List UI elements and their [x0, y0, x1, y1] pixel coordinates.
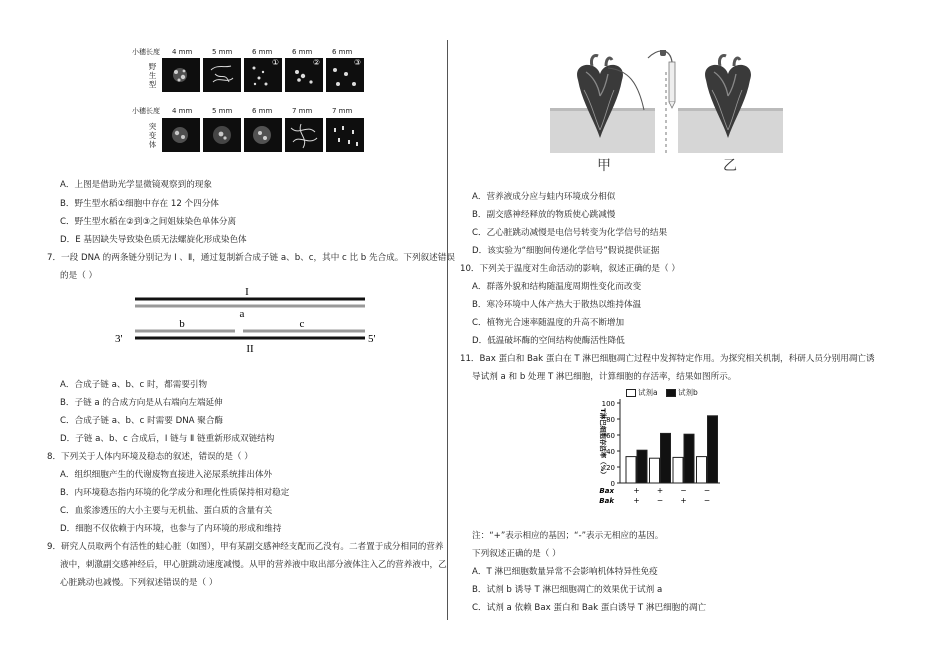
q9-stem: 9．研究人员取两个有活性的蛙心脏（如图），甲有某副交感神经支配而乙没有。二者置于成分相同的营养	[47, 542, 444, 552]
bak-mark: +	[633, 496, 640, 505]
micrograph-cell	[244, 58, 282, 92]
chart-plot	[592, 387, 732, 509]
bax-mark: +	[656, 486, 664, 495]
heart-label-yi: 乙	[723, 158, 737, 174]
row2-size: 6 mm	[252, 107, 273, 115]
dna-strand-diagram	[110, 285, 390, 357]
q7-option-d: D．子链 a、b、c 合成后，Ⅰ 链与 Ⅱ 链重新形成双链结构	[60, 434, 275, 444]
q9-option-d: D．该实验为“细胞间传递化学信号”假说提供证据	[472, 246, 660, 256]
row-label-bak: Bak	[599, 497, 614, 505]
row2-size: 7 mm	[292, 107, 313, 115]
q8-option-c: C．血浆渗透压的大小主要与无机盐、蛋白质的含量有关	[60, 506, 273, 516]
q6-option-c: C．野生型水稻在②到③之间姐妹染色单体分离	[60, 217, 237, 227]
q7-stem-cont: 的是（ ）	[60, 271, 98, 281]
micrograph-cell	[162, 118, 200, 152]
row1-size: 5 mm	[212, 48, 233, 56]
survival-rate-chart	[592, 387, 732, 509]
frog-heart-figure	[548, 50, 788, 175]
q7-option-c: C．合成子链 a、b、c 时需要 DNA 聚合酶	[60, 416, 224, 426]
q11-stem: 11．Bax 蛋白和 Bak 蛋白在 T 淋巴细胞凋亡过程中发挥特定作用。为探究相关机制，科研人员分别用凋亡诱	[460, 354, 875, 364]
row1-label: 野生型	[148, 62, 157, 89]
q8-option-a: A．组织细胞产生的代谢废物直接进入泌尿系统排出体外	[60, 470, 273, 480]
strand-label-I: I	[245, 286, 249, 298]
row1-size: 4 mm	[172, 48, 193, 56]
q10-option-d: D．低温破坏酶的空间结构使酶活性降低	[472, 336, 625, 346]
pipette-icon	[648, 50, 675, 108]
q11-ask: 下列叙述正确的是（ ）	[472, 549, 561, 559]
micrograph-cell	[326, 118, 364, 152]
q9-option-b: B．副交感神经释放的物质使心跳减慢	[472, 210, 616, 220]
q7-option-b: B．子链 a 的合成方向是从右端向左端延伸	[60, 398, 223, 408]
q7-option-a: A．合成子链 a、b、c 时，都需要引物	[60, 380, 208, 390]
row1-size: 6 mm	[292, 48, 313, 56]
y-axis-label: T淋巴细胞存活率（%）	[599, 408, 607, 478]
row1-header: 小穗长度	[132, 48, 160, 56]
row2-size: 4 mm	[172, 107, 193, 115]
bar-a	[626, 457, 636, 483]
bar-b	[708, 416, 718, 483]
row2-size: 5 mm	[212, 107, 233, 115]
y-tick-label: 100	[601, 400, 615, 408]
bar-a	[650, 458, 660, 483]
bax-mark: +	[633, 486, 640, 495]
strand-label-a: a	[239, 308, 245, 320]
row2-label: 突变体	[148, 122, 157, 149]
micrograph-cell	[285, 118, 323, 152]
q7-stem: 7．一段 DNA 的两条链分别记为 Ⅰ 、Ⅱ，通过复制新合成子链 a、b、c，其中 c 比 b 先合成。下列叙述错误	[47, 253, 455, 263]
legend-label-b: 试剂b	[678, 388, 698, 397]
strand-label-b: b	[179, 318, 185, 330]
column-divider	[447, 40, 448, 620]
q10-stem: 10．下列关于温度对生命活动的影响，叙述正确的是（ ）	[460, 264, 680, 274]
marker-3: ③	[353, 58, 361, 67]
q10-option-b: B．寒冷环境中人体产热大于散热以维持体温	[472, 300, 642, 310]
q10-option-a: A．群落外貌和结构随温度周期性变化而改变	[472, 282, 642, 292]
q11-stem-cont: 导试剂 a 和 b 处理 T 淋巴细胞，计算细胞的存活率，结果如图所示。	[472, 372, 737, 382]
row1-size: 6 mm	[252, 48, 273, 56]
bax-mark: −	[703, 486, 711, 495]
marker-2: ②	[312, 58, 320, 67]
q9-stem-cont: 液中，刺激副交感神经后，甲心脏跳动速度减慢。从甲的营养液中取出部分液体注入乙的营养液中，乙	[60, 560, 447, 570]
strand-label-II: II	[246, 343, 254, 355]
legend-label-a: 试剂a	[638, 388, 658, 397]
y-tick-label: 20	[606, 464, 615, 472]
micrograph-cell	[203, 118, 241, 152]
q9-option-a: A．营养液成分应与蛙内环境成分相似	[472, 192, 616, 202]
strand-end-5: 5'	[368, 333, 376, 345]
q9-option-c: C．乙心脏跳动减慢是电信号转变为化学信号的结果	[472, 228, 668, 238]
heart-label-jia: 甲	[597, 158, 611, 174]
bax-mark: −	[680, 486, 687, 495]
y-tick-label: 40	[606, 448, 615, 456]
marker-1: ①	[271, 58, 279, 67]
row1-size: 6 mm	[332, 48, 353, 56]
row2-size: 7 mm	[332, 107, 353, 115]
strand-label-c: c	[299, 318, 305, 330]
y-tick-label: 80	[606, 416, 615, 424]
bar-a	[697, 457, 707, 483]
q6-option-d: D．E 基因缺失导致染色质无法螺旋化形成染色体	[60, 235, 247, 245]
row2-header: 小穗长度	[132, 107, 160, 115]
q11-option-a: A．T 淋巴细胞数量异常不会影响机体特异性免疫	[472, 567, 658, 577]
q6-option-b: B．野生型水稻①细胞中存在 12 个四分体	[60, 199, 219, 209]
bar-b	[661, 433, 671, 483]
q8-option-d: D．细胞不仅依赖于内环境，也参与了内环境的形成和维持	[60, 524, 282, 534]
micrograph-cell	[285, 58, 323, 92]
y-tick-label: 0	[610, 480, 615, 488]
q11-option-c: C．试剂 a 依赖 Bax 蛋白和 Bak 蛋白诱导 T 淋巴细胞的凋亡	[472, 603, 707, 613]
micrograph-cell	[203, 58, 241, 92]
bar-b	[684, 434, 694, 483]
micrograph-cell	[244, 118, 282, 152]
q11-note: 注：“+”表示相应的基因；“-”表示无相应的基因。	[472, 531, 664, 541]
bak-mark: −	[703, 496, 711, 505]
q8-option-b: B．内环境稳态指内环境的化学成分和理化性质保持相对稳定	[60, 488, 290, 498]
micrograph-cell	[162, 58, 200, 92]
bak-mark: −	[656, 496, 664, 505]
bar-b	[637, 450, 647, 483]
bar-a	[673, 457, 683, 483]
q9-stem-cont: 心脏跳动也减慢。下列叙述错误的是（ ）	[60, 578, 218, 588]
micrograph-figure	[132, 48, 368, 162]
q10-option-c: C．植物光合速率随温度的升高不断增加	[472, 318, 625, 328]
q11-option-b: B．试剂 b 诱导 T 淋巴细胞凋亡的效果优于试剂 a	[472, 585, 663, 595]
q6-option-a: A．上图是借助光学显微镜观察到的现象	[60, 180, 212, 190]
q8-stem: 8．下列关于人体内环境及稳态的叙述，错误的是（ ）	[47, 452, 253, 462]
y-tick-label: 60	[606, 432, 615, 440]
micrograph-cell	[326, 58, 364, 92]
bak-mark: +	[680, 496, 687, 505]
row-label-bax: Bax	[599, 487, 614, 495]
strand-end-3: 3'	[115, 333, 123, 345]
